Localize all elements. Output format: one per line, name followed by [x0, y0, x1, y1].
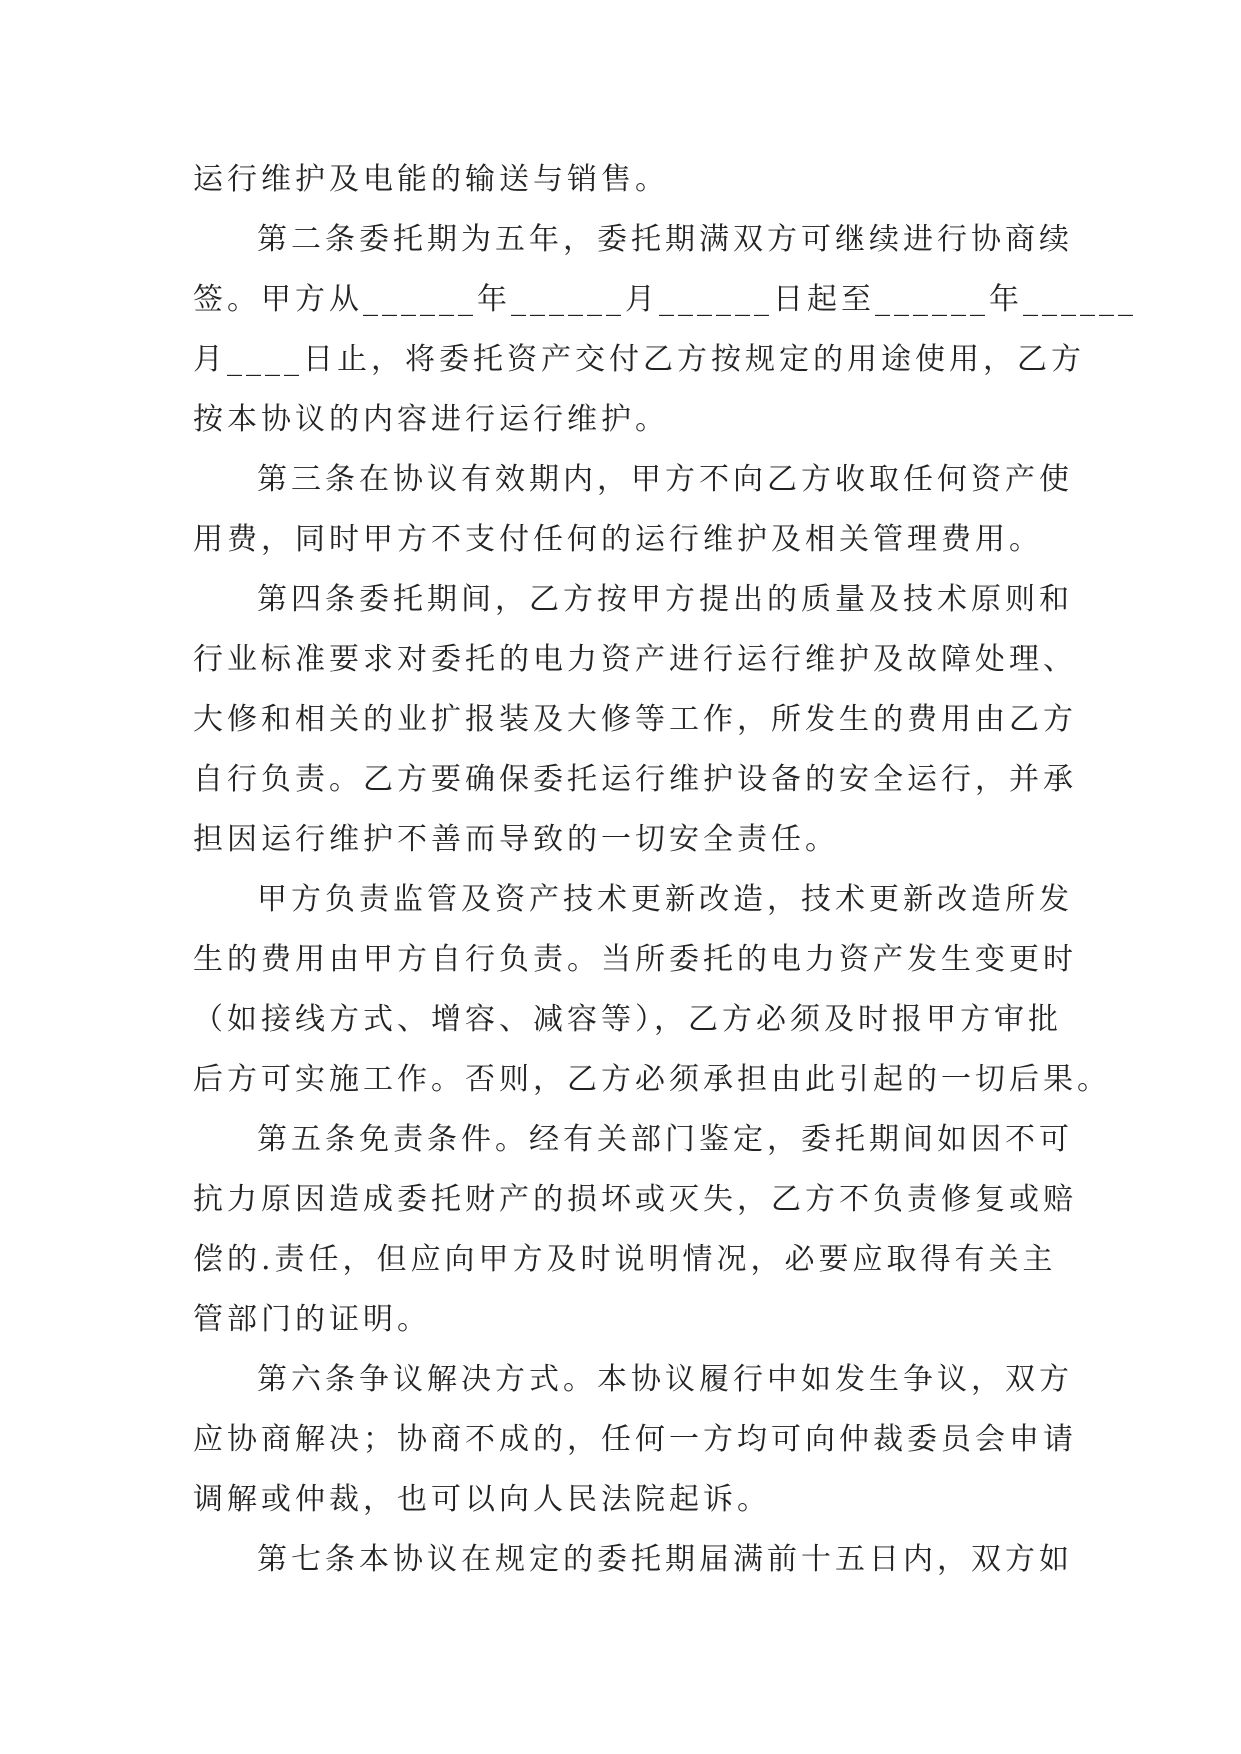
text-line: 担因运行维护不善而导致的一切安全责任。	[193, 822, 839, 857]
text-line: 抗力原因造成委托财产的损坏或灭失，乙方不负责修复或赔	[193, 1182, 1077, 1217]
text-line: 后方可实施工作。否则，乙方必须承担由此引起的一切后果。	[193, 1062, 1111, 1097]
paragraph-start-line: 甲方负责监管及资产技术更新改造，技术更新改造所发	[257, 882, 1073, 917]
text-line: 月____日止，将委托资产交付乙方按规定的用途使用，乙方	[193, 342, 1085, 377]
text-line: 运行维护及电能的输送与销售。	[193, 162, 669, 197]
text-line: 大修和相关的业扩报装及大修等工作，所发生的费用由乙方	[193, 702, 1077, 737]
text-line: 应协商解决；协商不成的，任何一方均可向仲裁委员会申请	[193, 1422, 1077, 1457]
text-line: 管部门的证明。	[193, 1302, 431, 1337]
text-line: 生的费用由甲方自行负责。当所委托的电力资产发生变更时	[193, 942, 1077, 977]
paragraph-start-line: 第四条委托期间，乙方按甲方提出的质量及技术原则和	[257, 582, 1073, 617]
text-line: 行业标准要求对委托的电力资产进行运行维护及故障处理、	[193, 642, 1077, 677]
text-line: 按本协议的内容进行运行维护。	[193, 402, 669, 437]
text-line: （如接线方式、增容、减容等），乙方必须及时报甲方审批	[193, 1002, 1062, 1037]
paragraph-start-line: 第七条本协议在规定的委托期届满前十五日内，双方如	[257, 1542, 1073, 1577]
text-line: 自行负责。乙方要确保委托运行维护设备的安全运行，并承	[193, 762, 1077, 797]
paragraph-start-line: 第二条委托期为五年，委托期满双方可继续进行协商续	[257, 222, 1073, 257]
paragraph-start-line: 第六条争议解决方式。本协议履行中如发生争议，双方	[257, 1362, 1073, 1397]
paragraph-start-line: 第五条免责条件。经有关部门鉴定，委托期间如因不可	[257, 1122, 1073, 1157]
text-line: 签。甲方从______年______月______日起至______年______	[193, 282, 1137, 317]
text-line: 调解或仲裁，也可以向人民法院起诉。	[193, 1482, 771, 1517]
text-line: 用费，同时甲方不支付任何的运行维护及相关管理费用。	[193, 522, 1043, 557]
paragraph-start-line: 第三条在协议有效期内，甲方不向乙方收取任何资产使	[257, 462, 1073, 497]
document-body	[193, 150, 1137, 1590]
text-line: 偿的.责任，但应向甲方及时说明情况，必要应取得有关主	[193, 1242, 1057, 1277]
